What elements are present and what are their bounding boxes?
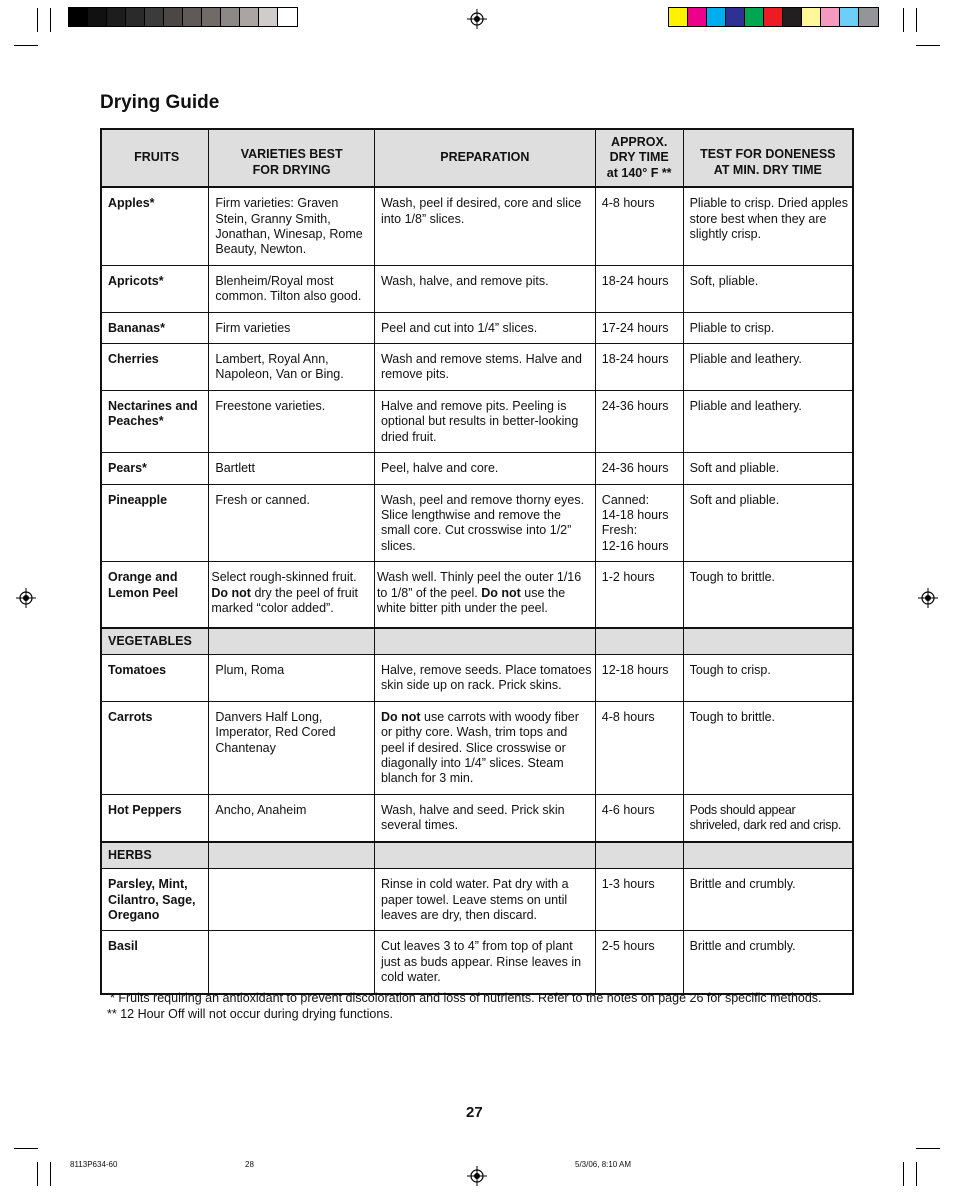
item-dry-time: 24-36 hours: [595, 390, 683, 452]
item-name: Nectarines and Peaches*: [101, 390, 209, 452]
table-row: [101, 655, 853, 702]
prep-text: use carrots with woody fiber or pithy core. Wash, trim tops and peel if desired. Slice crosswise or diagonally into 1/4” slices. Steam blanch for 3 min.: [380, 709, 579, 786]
item-varieties: Ancho, Anaheim: [209, 794, 375, 841]
item-dry-time: 24-36 hours: [595, 453, 683, 484]
color-swatch: [802, 8, 821, 26]
item-preparation: Wash, halve and seed. Prick skin several times.: [374, 794, 595, 841]
page-title: Drying Guide: [100, 92, 220, 113]
item-varieties: [209, 562, 375, 628]
table-row: [101, 344, 853, 391]
dry-time-header-line: APPROX.: [611, 135, 668, 149]
section-label: HERBS: [101, 842, 209, 869]
column-header-fruits: FRUITS: [101, 129, 209, 187]
registration-mark-icon: [467, 9, 487, 29]
item-test: Pliable and leathery.: [683, 390, 853, 452]
item-test: Brittle and crumbly.: [683, 931, 853, 994]
item-name: Parsley, Mint, Cilantro, Sage, Oregano: [101, 869, 209, 931]
varieties-text: dry the peel of fruit marked “color added”.: [211, 585, 358, 615]
item-varieties: Danvers Half Long, Imperator, Red Cored Chantenay: [209, 701, 375, 794]
varieties-emphasis: Do not: [211, 585, 251, 600]
table-row: [101, 931, 853, 994]
prep-text: Wash well. Thinly peel the outer 1/16 to 1/8” of the peel.: [376, 570, 582, 600]
section-cell: [374, 842, 595, 869]
item-preparation: Halve and remove pits. Peeling is optional but results in better-looking dried fruit.: [374, 390, 595, 452]
table-row: [101, 869, 853, 931]
crop-mark: [37, 1162, 38, 1186]
slug-code: 8113P634-60: [70, 1160, 118, 1169]
item-varieties: Blenheim/Royal most common. Tilton also good.: [209, 265, 375, 312]
item-dry-time: [595, 484, 683, 562]
section-label: VEGETABLES: [101, 628, 209, 655]
section-row-vegetables: [101, 628, 853, 655]
crop-mark: [50, 1162, 51, 1186]
item-name: Apricots*: [101, 265, 209, 312]
item-test: Pliable to crisp.: [683, 312, 853, 343]
section-cell: [209, 842, 375, 869]
varieties-text: Select rough-skinned fruit.: [211, 570, 357, 585]
dry-time-header-line: at 140° F **: [606, 165, 672, 180]
color-swatch: [240, 8, 259, 26]
item-varieties: Bartlett: [209, 453, 375, 484]
item-varieties: Firm varieties: [209, 312, 375, 343]
registration-mark-icon: [918, 588, 938, 608]
item-test: Pods should appear shriveled, dark red and crisp.: [683, 794, 853, 841]
crop-mark: [916, 8, 917, 32]
color-swatch: [821, 8, 840, 26]
section-cell: [683, 842, 853, 869]
section-row-herbs: [101, 842, 853, 869]
color-swatch: [707, 8, 726, 26]
table-row: [101, 187, 853, 265]
table-header-row: [101, 129, 853, 187]
slug-page: 28: [245, 1160, 254, 1169]
prep-text: use the white bitter pith under the peel.: [376, 585, 566, 615]
item-name: Hot Peppers: [101, 794, 209, 841]
item-preparation: [374, 701, 595, 794]
item-dry-time: 17-24 hours: [595, 312, 683, 343]
item-preparation: Halve, remove seeds. Place tomatoes skin side up on rack. Prick skins.: [374, 655, 595, 702]
color-swatch: [669, 8, 688, 26]
table-row: [101, 794, 853, 841]
table-row: [101, 453, 853, 484]
item-varieties: Firm varieties: Graven Stein, Granny Smith, Jonathan, Winesap, Rome Beauty, Newton.: [209, 187, 375, 265]
item-test: Soft and pliable.: [683, 484, 853, 562]
item-varieties: Lambert, Royal Ann, Napoleon, Van or Bing.: [209, 344, 375, 391]
item-name: Apples*: [101, 187, 209, 265]
crop-mark: [916, 1148, 940, 1149]
color-swatch: [69, 8, 88, 26]
crop-mark: [903, 1162, 904, 1186]
item-dry-time: 1-2 hours: [595, 562, 683, 628]
column-header-varieties: [209, 129, 375, 187]
column-header-dry-time: [595, 129, 683, 187]
item-dry-time: 12-18 hours: [595, 655, 683, 702]
color-swatch: [840, 8, 859, 26]
color-swatch: [278, 8, 297, 26]
item-varieties: [209, 931, 375, 994]
dry-time-line: 12-16 hours: [601, 538, 669, 553]
item-varieties: [209, 869, 375, 931]
cmyk-color-bar: [668, 7, 879, 27]
dry-time-line: Canned:: [601, 492, 650, 507]
table-row: [101, 390, 853, 452]
table-row: [101, 701, 853, 794]
item-test: Tough to brittle.: [683, 562, 853, 628]
section-cell: [209, 628, 375, 655]
gray-color-bar: [68, 7, 298, 27]
color-swatch: [183, 8, 202, 26]
item-test: Tough to crisp.: [683, 655, 853, 702]
item-test: Soft, pliable.: [683, 265, 853, 312]
prep-emphasis: Do not: [380, 709, 421, 724]
slug-date: 5/3/06, 8:10 AM: [575, 1160, 632, 1169]
table-row: [101, 265, 853, 312]
column-header-varieties-label: VARIETIES BEST FOR DRYING: [240, 147, 343, 177]
item-varieties: Plum, Roma: [209, 655, 375, 702]
item-preparation: [374, 562, 595, 628]
crop-mark: [916, 45, 940, 46]
registration-mark-icon: [467, 1166, 487, 1186]
section-cell: [683, 628, 853, 655]
dry-time-line: 14-18 hours: [601, 507, 669, 522]
color-swatch: [145, 8, 164, 26]
color-swatch: [726, 8, 745, 26]
item-preparation: Wash, halve, and remove pits.: [374, 265, 595, 312]
item-preparation: Wash, peel and remove thorny eyes. Slice lengthwise and remove the small core. Cut crosswise into 1/2” slices.: [374, 484, 595, 562]
crop-mark: [903, 8, 904, 32]
color-swatch: [764, 8, 783, 26]
item-preparation: Wash and remove stems. Halve and remove pits.: [374, 344, 595, 391]
item-test: Pliable and leathery.: [683, 344, 853, 391]
item-preparation: Rinse in cold water. Pat dry with a paper towel. Leave stems on until leaves are dry, then discard.: [374, 869, 595, 931]
section-cell: [374, 628, 595, 655]
column-header-test-label: TEST FOR DONENESS AT MIN. DRY TIME: [700, 147, 836, 177]
section-cell: [595, 628, 683, 655]
item-test: Soft and pliable.: [683, 453, 853, 484]
item-name: Orange and Lemon Peel: [101, 562, 209, 628]
table-row: [101, 312, 853, 343]
color-swatch: [107, 8, 126, 26]
item-name: Carrots: [101, 701, 209, 794]
color-swatch: [164, 8, 183, 26]
item-preparation: Cut leaves 3 to 4” from top of plant just as buds appear. Rinse leaves in cold water.: [374, 931, 595, 994]
crop-mark: [37, 8, 38, 32]
item-test: Brittle and crumbly.: [683, 869, 853, 931]
item-dry-time: 4-6 hours: [595, 794, 683, 841]
item-name: Basil: [101, 931, 209, 994]
item-varieties: Fresh or canned.: [209, 484, 375, 562]
item-dry-time: 4-8 hours: [595, 187, 683, 265]
table-row: [101, 484, 853, 562]
footnote-12-hour-off: ** 12 Hour Off will not occur during drying functions.: [107, 1007, 394, 1021]
item-dry-time: 2-5 hours: [595, 931, 683, 994]
item-dry-time: 18-24 hours: [595, 265, 683, 312]
item-name: Pineapple: [101, 484, 209, 562]
item-varieties: Freestone varieties.: [209, 390, 375, 452]
crop-mark: [14, 1148, 38, 1149]
crop-mark: [50, 8, 51, 32]
item-name: Bananas*: [101, 312, 209, 343]
page-number: 27: [466, 1104, 483, 1121]
color-swatch: [88, 8, 107, 26]
item-name: Pears*: [101, 453, 209, 484]
item-dry-time: 4-8 hours: [595, 701, 683, 794]
dry-time-header-line: DRY TIME: [609, 150, 669, 165]
column-header-test: [683, 129, 853, 187]
color-swatch: [126, 8, 145, 26]
item-preparation: Wash, peel if desired, core and slice into 1/8” slices.: [374, 187, 595, 265]
color-swatch: [202, 8, 221, 26]
color-swatch: [745, 8, 764, 26]
item-test: Pliable to crisp. Dried apples store best when they are slightly crisp.: [683, 187, 853, 265]
crop-mark: [14, 45, 38, 46]
drying-guide-table: [100, 128, 854, 995]
table-row: [101, 562, 853, 628]
color-swatch: [259, 8, 278, 26]
item-preparation: Peel, halve and core.: [374, 453, 595, 484]
registration-mark-icon: [16, 588, 36, 608]
crop-mark: [916, 1162, 917, 1186]
section-cell: [595, 842, 683, 869]
item-name: Cherries: [101, 344, 209, 391]
item-dry-time: 18-24 hours: [595, 344, 683, 391]
item-preparation: Peel and cut into 1/4” slices.: [374, 312, 595, 343]
color-swatch: [859, 8, 878, 26]
color-swatch: [783, 8, 802, 26]
color-swatch: [221, 8, 240, 26]
item-dry-time: 1-3 hours: [595, 869, 683, 931]
item-name: Tomatoes: [101, 655, 209, 702]
color-swatch: [688, 8, 707, 26]
footnote-antioxidant: * Fruits requiring an antioxidant to prevent discoloration and loss of nutrients. Refer to the notes on page 26 for specific methods.: [110, 991, 822, 1005]
item-test: Tough to brittle.: [683, 701, 853, 794]
column-header-preparation: PREPARATION: [374, 129, 595, 187]
prep-emphasis: Do not: [481, 585, 521, 600]
dry-time-line: Fresh:: [601, 523, 638, 538]
